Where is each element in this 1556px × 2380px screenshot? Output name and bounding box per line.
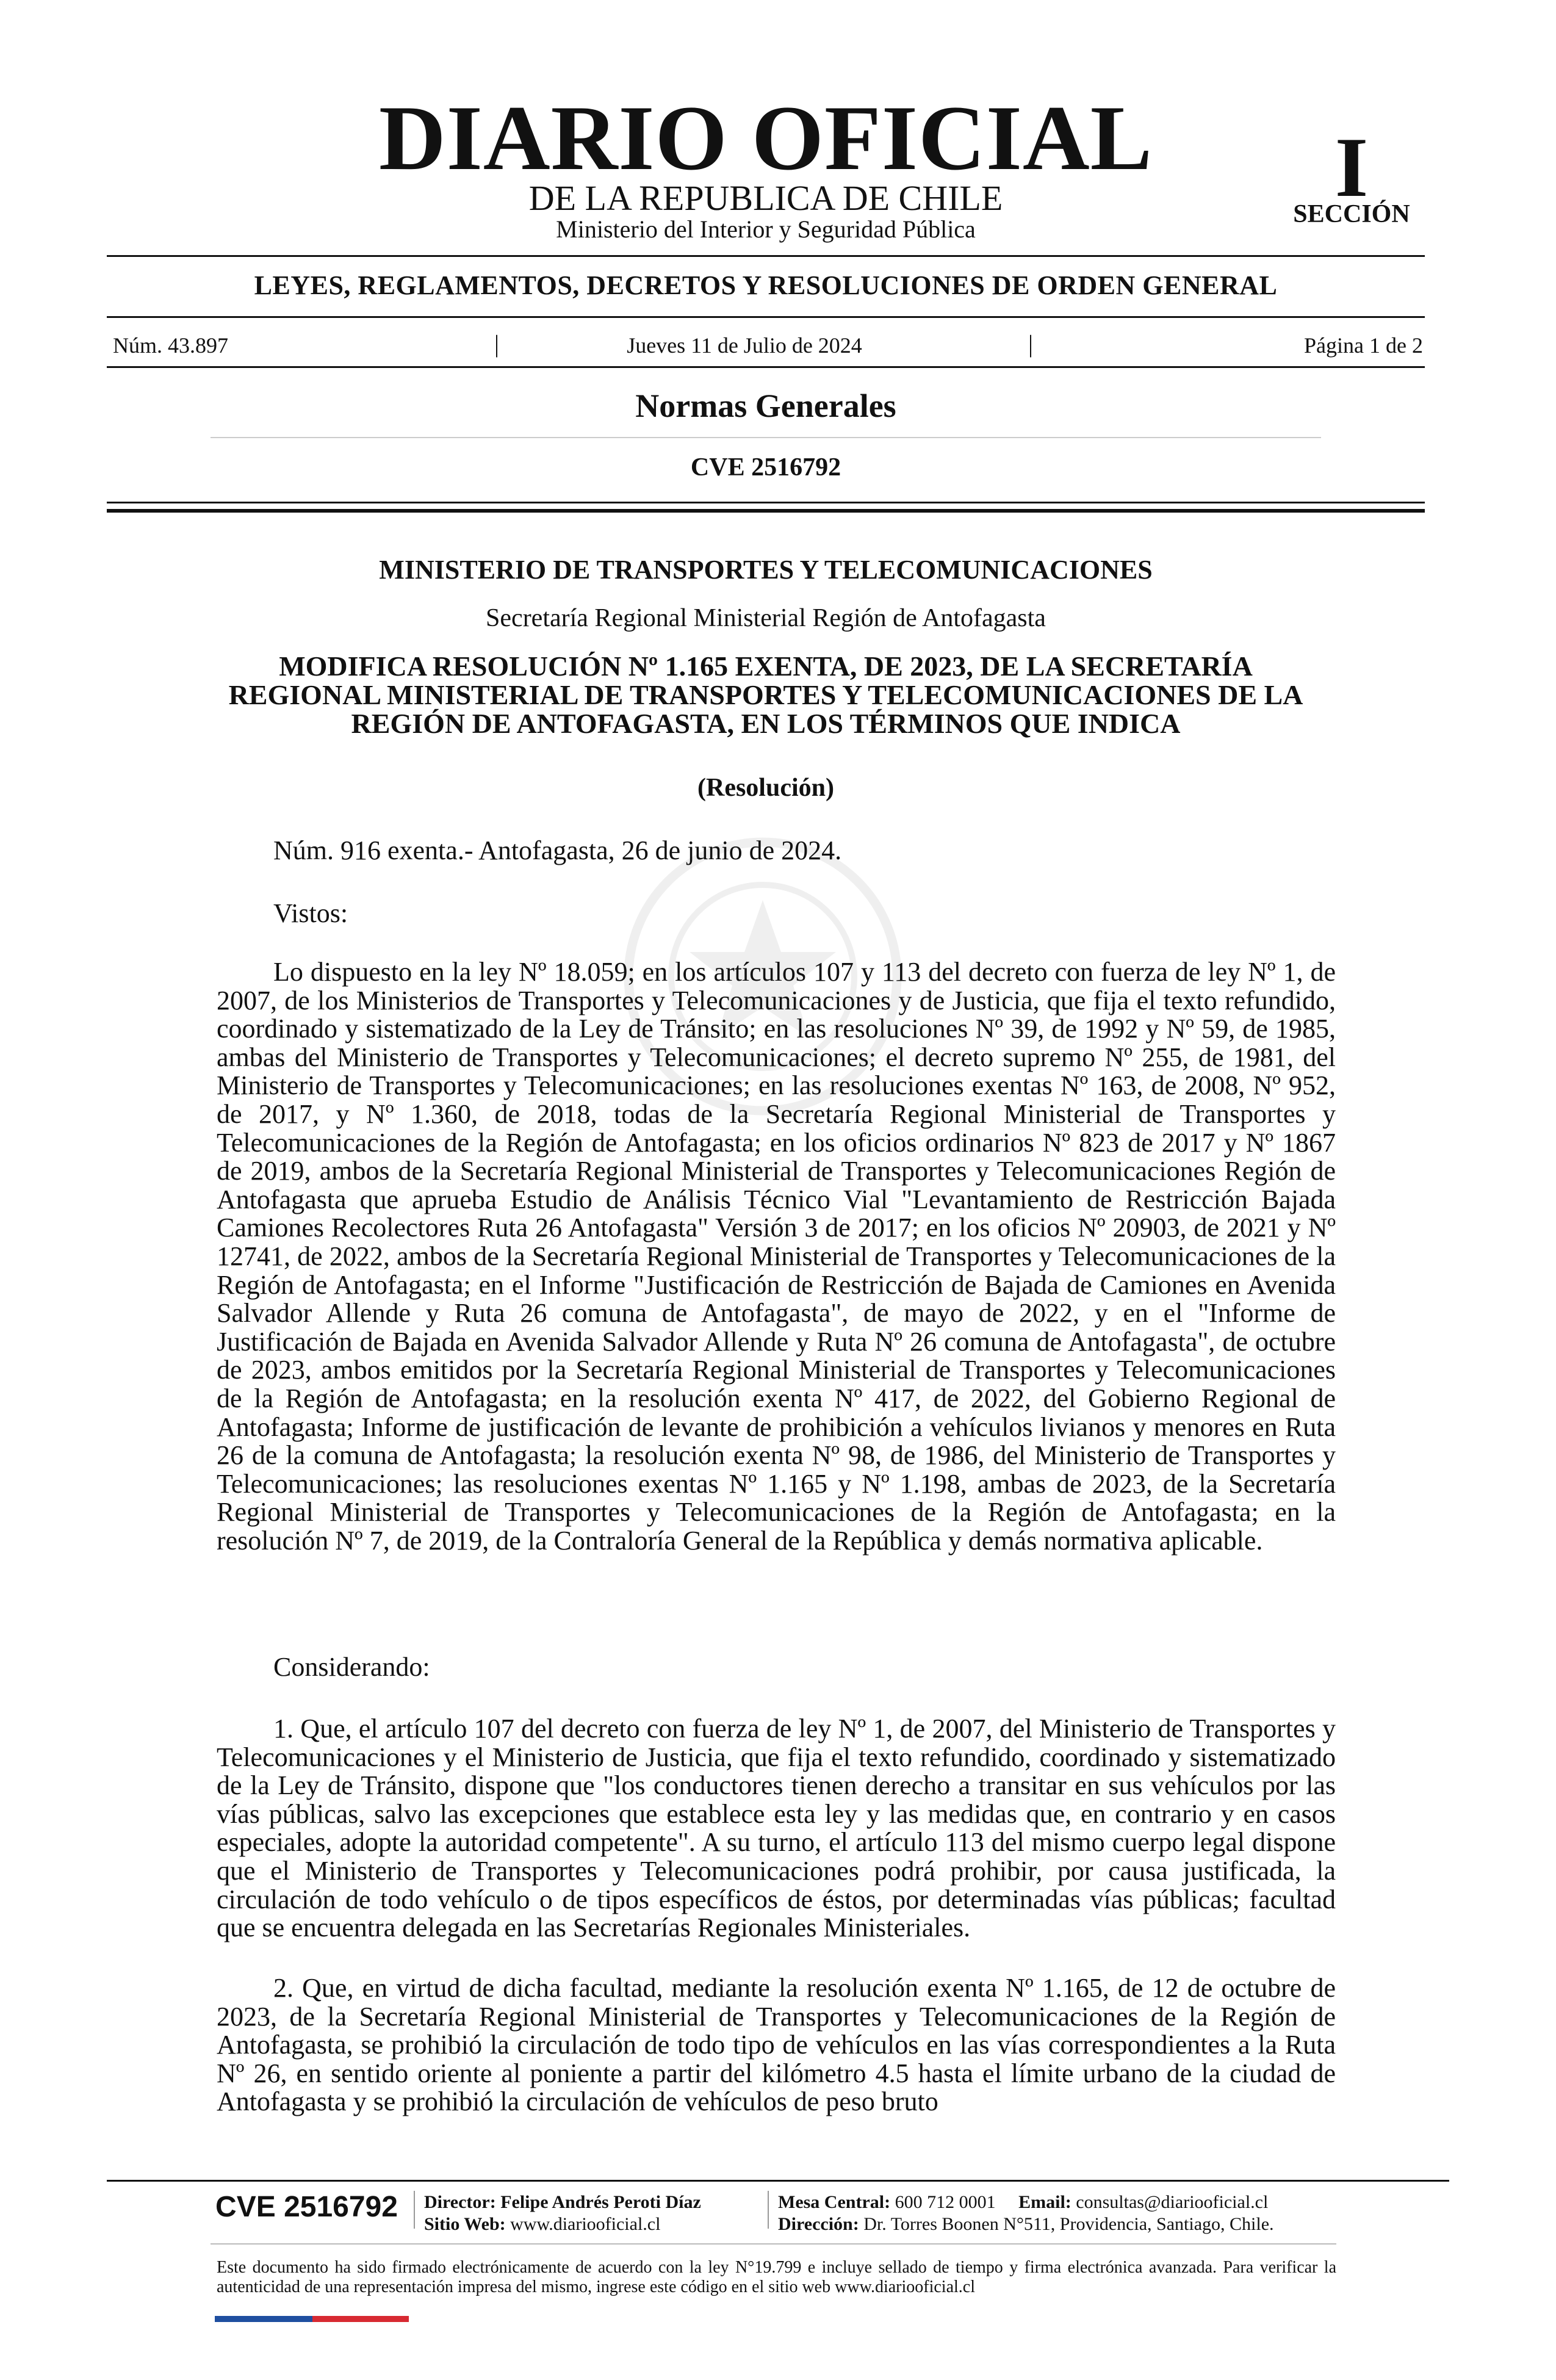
masthead-subtitle: DE LA REPUBLICA DE CHILE bbox=[528, 178, 1003, 218]
footer-divider bbox=[414, 2191, 415, 2229]
issue-date: Jueves 11 de Julio de 2024 bbox=[627, 333, 862, 358]
section-title-rule bbox=[211, 437, 1321, 438]
website-label: Sitio Web: bbox=[424, 2214, 506, 2234]
email-link[interactable]: consultas@diariooficial.cl bbox=[1076, 2192, 1269, 2212]
phone-number: 600 712 0001 bbox=[895, 2192, 996, 2212]
header-double-rule bbox=[107, 509, 1425, 513]
section-title: Normas Generales bbox=[635, 388, 896, 424]
website-link[interactable]: www.diariooficial.cl bbox=[510, 2214, 661, 2234]
flag-stripe-blue bbox=[215, 2316, 312, 2322]
masthead-ministry: Ministerio del Interior y Seguridad Pública bbox=[556, 215, 976, 243]
footer-cve-code: CVE 2516792 bbox=[215, 2191, 398, 2223]
issue-separator: | bbox=[494, 330, 500, 358]
flag-stripe bbox=[215, 2316, 409, 2322]
subministry-heading: Secretaría Regional Ministerial Región de Antofagasta bbox=[486, 604, 1046, 632]
vistos-paragraph: Lo dispuesto en la ley Nº 18.059; en los artículos 107 y 113 del decreto con fuerza de ley Nº 1, de 2007, de los Ministerios de Transportes y Telecomunicaciones y de Justicia, que fija el texto refundido, coordinado y sistematizado de la Ley de Tránsito; en las resoluciones Nº 39, de 1992 y Nº 59, de 1985, ambas del Ministerio de Transportes y Telecomunicaciones; el decreto supremo Nº 255, de 1981, del Ministerio de Transportes y Telecomunicaciones; en las resoluciones exentas Nº 163, de 2008, Nº 952, de 2017, y Nº 1.360, de 2018, todas de la Secretaría Regional Ministerial de Transportes y Telecomunicaciones de la Región de Antofagasta; en los oficios ordinarios Nº 823 de 2017 y Nº 1867 de 2019, ambos de la Secretaría Regional Ministerial de Transportes y Telecomunicaciones Región de Antofagasta que aprueba Estudio de Análisis Técnico Vial "Levantamiento de Restricción Bajada Camiones Recolectores Ruta 26 Antofagasta" Versión 3 de 2017; en los oficios Nº 20903, de 2021 y Nº 12741, de 2022, ambos de la Secretaría Regional Ministerial de Transportes y Telecomunicaciones de la Región de Antofagasta; en el Informe "Justificación de Restricción de Bajada de Camiones en Avenida Salvador Allende y Ruta 26 comuna de Antofagasta", de mayo de 2022, y en el "Informe de Justificación de Bajada en Avenida Salvador Allende y Ruta Nº 26 comuna de Antofagasta", de octubre de 2023, ambos emitidos por la Secretaría Regional Ministerial de Transportes y Telecomunicaciones de la Región de Antofagasta; en la resolución exenta Nº 417, de 2022, del Gobierno Regional de Antofagasta; Informe de justificación de levante de prohibición a vehículos livianos y menores en Ruta 26 de la comuna de Antofagasta; la resolución exenta Nº 98, de 1986, del Ministerio de Transportes y Telecomunicaciones; las resoluciones exentas Nº 1.165 y Nº 1.198, ambas de 2023, de la Secretaría Regional Ministerial de Transportes y Telecomunicaciones de la Región de Antofagasta; en la resolución Nº 7, de 2019, de la Contraloría General de la República y demás normativa aplicable. bbox=[217, 957, 1336, 1556]
phone-label: Mesa Central: bbox=[778, 2192, 891, 2212]
footer-contact bbox=[778, 2193, 1268, 2212]
footer-website bbox=[424, 2215, 660, 2234]
flag-stripe-red bbox=[312, 2316, 409, 2322]
ministry-heading: MINISTERIO DE TRANSPORTES Y TELECOMUNICACIONES bbox=[379, 555, 1153, 585]
footer-divider bbox=[768, 2191, 769, 2229]
issue-separator: | bbox=[1028, 330, 1034, 358]
section-label: SECCIÓN bbox=[1293, 200, 1410, 228]
address-text: Dr. Torres Boonen N°511, Providencia, Santiago, Chile. bbox=[863, 2214, 1274, 2234]
issue-rule bbox=[107, 366, 1425, 368]
footer-legal-note: Este documento ha sido firmado electrónicamente de acuerdo con la ley N°19.799 e incluye sellado de tiempo y firma electrónica avanzada. Para verificar la autenticidad de una representación impresa del mismo, ingrese este código en el sitio web www.diariooficial.cl bbox=[217, 2258, 1336, 2296]
header-double-rule bbox=[107, 502, 1425, 503]
issue-number: Núm. 43.897 bbox=[113, 333, 228, 358]
section-number: I bbox=[1334, 120, 1369, 215]
category-rule bbox=[107, 316, 1425, 318]
director-label: Director: bbox=[424, 2192, 496, 2212]
category-heading: LEYES, REGLAMENTOS, DECRETOS Y RESOLUCIONES DE ORDEN GENERAL bbox=[254, 270, 1278, 300]
address-label: Dirección: bbox=[778, 2214, 859, 2234]
considerando-paragraph-1: 1. Que, el artículo 107 del decreto con fuerza de ley Nº 1, de 2007, del Ministerio de Transportes y Telecomunicaciones y el Ministerio de Justicia, que fija el texto refundido, coordinado y sistematizado de la Ley de Tránsito, dispone que "los conductores tienen derecho a transitar en sus vehículos por las vías públicas, salvo las excepciones que establece esta ley y las medidas que, en contrario y en casos especiales, adopte la autoridad competente". A su turno, el artículo 113 del mismo cuerpo legal dispone que el Ministerio de Transportes y Telecomunicaciones podrá prohibir, por causa justificada, la circulación de todo vehículo o de tipos específicos de éstos, por determinadas vías públicas; facultad que se encuentra delegada en las Secretarías Regionales Ministeriales. bbox=[217, 1714, 1336, 1943]
vistos-heading: Vistos: bbox=[273, 898, 348, 928]
document-title: MODIFICA RESOLUCIÓN Nº 1.165 EXENTA, DE 2023, DE LA SECRETARÍA REGIONAL MINISTERIAL DE TRANSPORTES Y TELECOMUNICACIONES DE LA REGIÓN DE ANTOFAGASTA, EN LOS TÉRMINOS QUE INDICA bbox=[228, 651, 1303, 739]
footer-director bbox=[424, 2193, 701, 2212]
page-indicator: Página 1 de 2 bbox=[1304, 333, 1423, 358]
director-name: Felipe Andrés Peroti Díaz bbox=[500, 2192, 701, 2212]
considerando-heading: Considerando: bbox=[273, 1652, 430, 1682]
email-label: Email: bbox=[1018, 2192, 1072, 2212]
resolution-number: Núm. 916 exenta.- Antofagasta, 26 de junio de 2024. bbox=[273, 835, 842, 865]
footer-rule bbox=[211, 2243, 1336, 2245]
cve-code: CVE 2516792 bbox=[690, 453, 841, 481]
footer-rule bbox=[107, 2180, 1449, 2182]
footer-address bbox=[778, 2215, 1274, 2234]
considerando-paragraph-2: 2. Que, en virtud de dicha facultad, mediante la resolución exenta Nº 1.165, de 12 de octubre de 2023, de la Secretaría Regional Ministerial de Transportes y Telecomunicaciones de la Región de Antofagasta, se prohibió la circulación de todo tipo de vehículos en las vías correspondientes a la Ruta Nº 26, en sentido oriente al poniente a partir del kilómetro 4.5 hasta el límite urbano de la ciudad de Antofagasta y se prohibió la circulación de vehículos de peso bruto bbox=[217, 1973, 1336, 2117]
document-type: (Resolución) bbox=[697, 774, 834, 802]
masthead-title: DIARIO OFICIAL bbox=[378, 87, 1153, 189]
masthead-rule bbox=[107, 255, 1425, 257]
